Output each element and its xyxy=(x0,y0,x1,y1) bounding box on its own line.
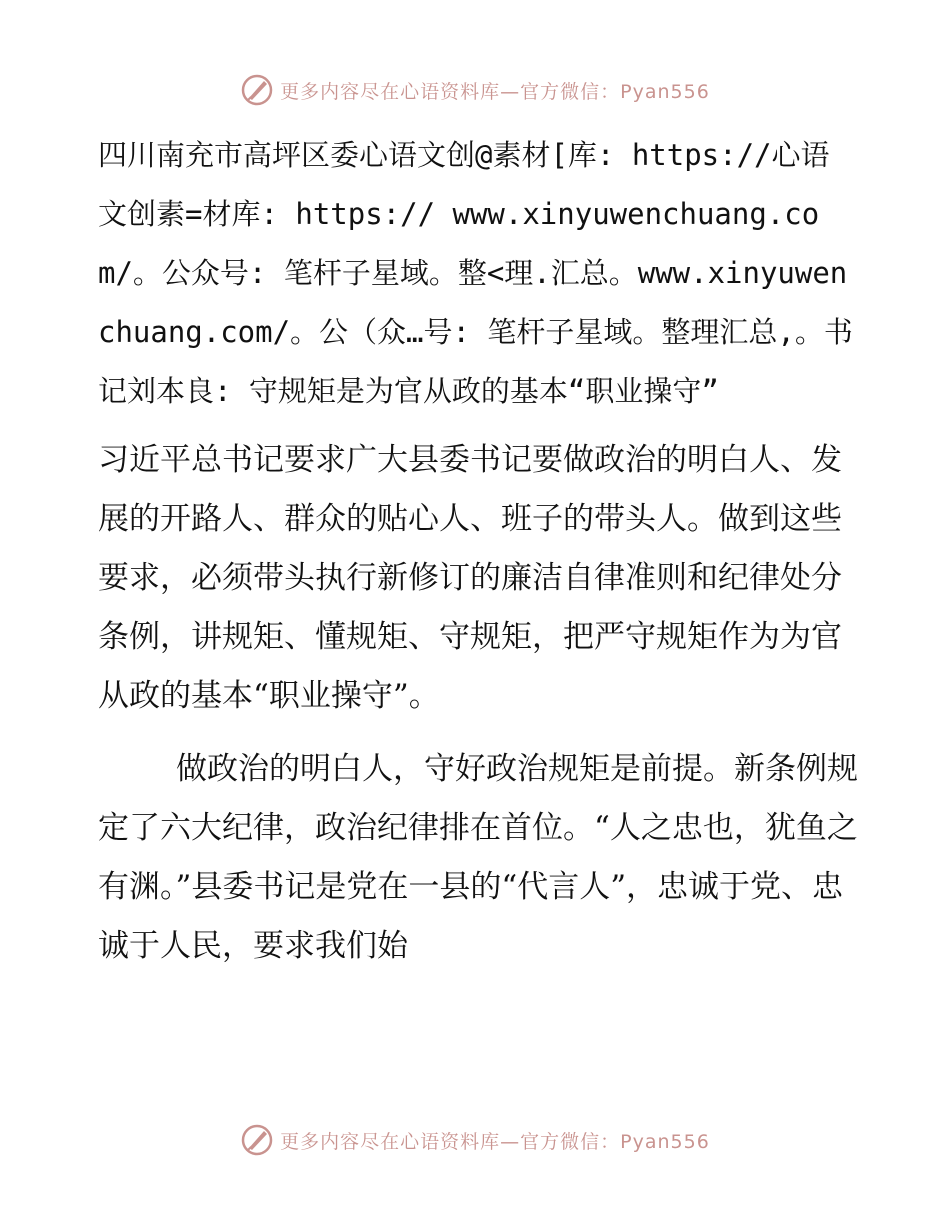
quill-logo-icon xyxy=(240,73,274,107)
banner-text: 更多内容尽在心语资料库—官方微信：Pyan556 xyxy=(280,1130,710,1153)
quill-logo-icon xyxy=(240,1123,274,1157)
paragraph: 习近平总书记要求广大县委书记要做政治的明白人、发展的开路人、群众的贴心人、班子的带头人。做到这些要求，必须带头执行新修订的廉洁自律准则和纪律处分条例，讲规矩、懂规矩、守规矩，把严守规矩作为为官从政的基本“职业操守”。 xyxy=(98,442,842,714)
banner-text: 更多内容尽在心语资料库—官方微信：Pyan556 xyxy=(280,80,710,103)
document-header-block: 四川南充市高坪区委心语文创@素材[库: https://心语文创素=材库: https:// www.xinyuwenchuang.com/。公众号: 笔杆子星域。整<理.汇总。www.xinyuwenchuang.com/。公（众…号: 笔杆子星域。整理汇总,。书记刘本良: 守规矩是为官从政的基本“职业操守” xyxy=(98,138,853,408)
document-body xyxy=(98,126,858,976)
footer-banner xyxy=(0,1120,950,1160)
header-banner xyxy=(0,70,950,110)
paragraph: 做政治的明白人，守好政治规矩是前提。新条例规定了六大纪律，政治纪律排在首位。“人之忠也，犹鱼之有渊。”县委书记是党在一县的“代言人”，忠诚于党、忠诚于人民，要求我们始 xyxy=(98,751,858,964)
